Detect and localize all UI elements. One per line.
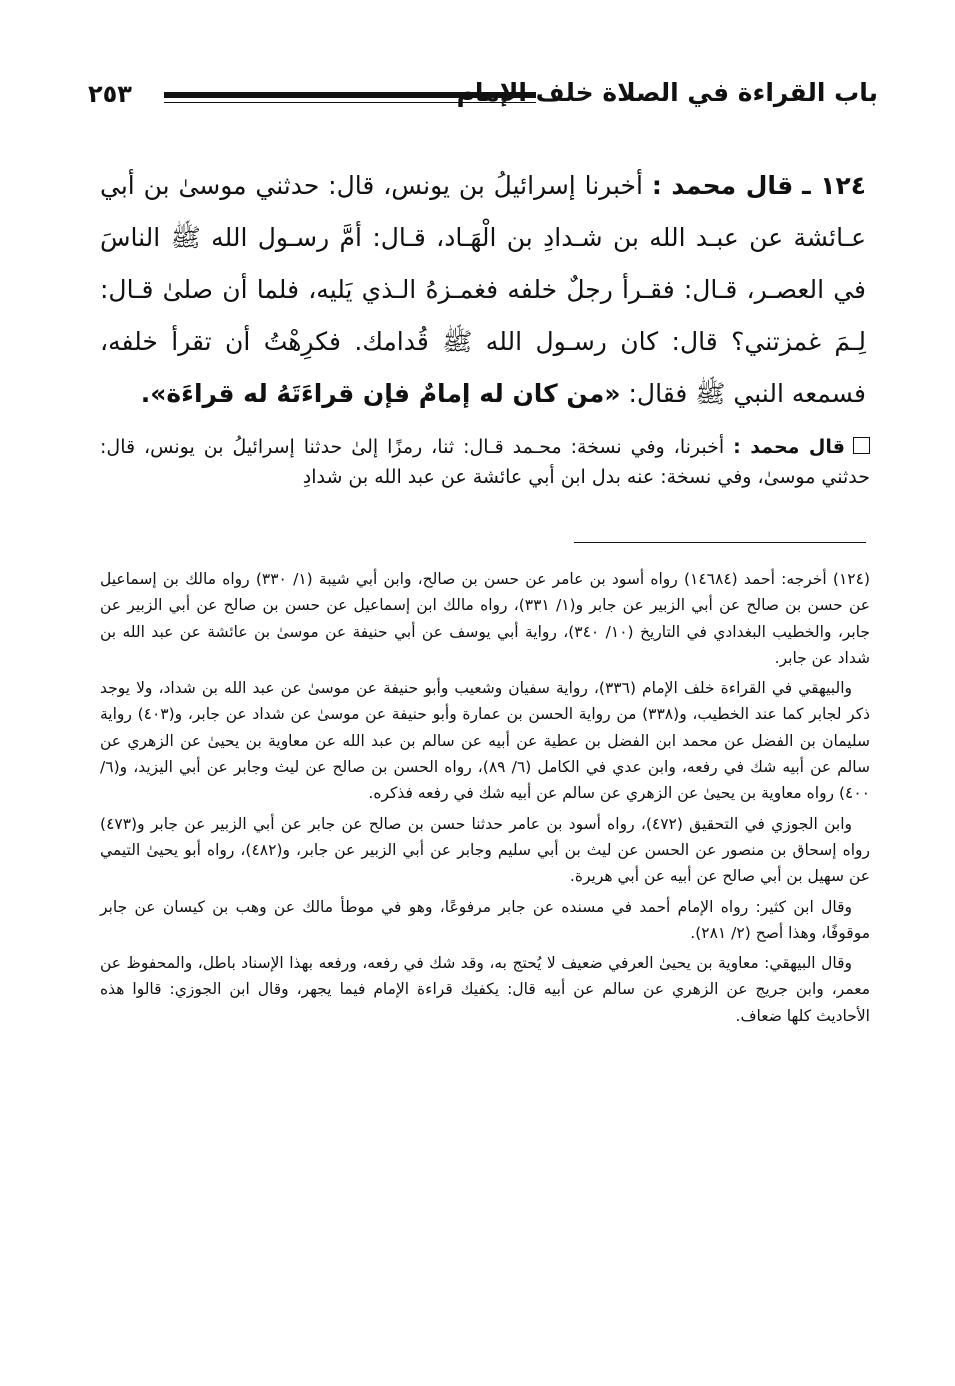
chapter-title: باب القراءة في الصلاة خلف الإمام	[456, 78, 878, 107]
hadith-text	[100, 160, 866, 420]
footnote-divider	[574, 542, 866, 543]
variant-paragraph	[100, 432, 870, 492]
footnote-paragraph: وقال ابن كثير: رواه الإمام أحمد في مسنده عن جابر مرفوعًا، وهو في موطأ مالك عن وهب بن كيسان عن جابر موقوفًا، وهذا أصح (٢/ ٢٨١).	[100, 897, 870, 942]
page-header	[88, 76, 878, 120]
prophet-quote: «من كان له إمامٌ فإن قراءَتَهُ له قراءَة».	[140, 379, 621, 408]
hadith-body: أخبرنا إسرائيلُ بن يونس، قال: حدثني موسىٰ بن أبي عـائشة عن عبـد الله بن شـدادِ بن الْهَـاد، قـال: أمَّ رسـول الله ﷺ الناسَ في العصـر، قـال: فقـرأ رجلٌ خلفه فغمـزهُ الـذي يَليه، فلما أن صلىٰ قـال: لِـمَ غمزتني؟ قال: كان رسـول الله ﷺ قُدامك. فكرِهْتُ أن تقرأ خلفه، فسمعه النبي ﷺ فقال:	[100, 171, 866, 408]
variant-label: قال محمد :	[733, 436, 845, 458]
square-bullet-icon	[853, 437, 870, 454]
footnote-paragraph: (١٢٤) أخرجه: أحمد (١٤٦٨٤) رواه أسود بن عامر عن حسن بن صالح، وابن أبي شيبة (١/ ٣٣٠) رواه مالك بن إسماعيل عن حسن بن صالح عن أبي الزبير عن جابر و(١/ ٣٣١)، رواه مالك ابن إسماعيل عن حسن بن صالح عن أبي الزبير عن جابر، والخطيب البغدادي في التاريخ (١٠/ ٣٤٠)، رواية أبي يوسف عن أبي حنيفة عن موسىٰ بن عائشة عن عبد الله بن شداد عن جابر.	[100, 570, 870, 667]
hadith-paragraph	[100, 160, 866, 420]
header-rule	[164, 92, 536, 98]
variant-note	[100, 432, 870, 492]
page-number: ٢٥٣	[88, 80, 132, 108]
footnote-paragraph: وقال البيهقي: معاوية بن يحيىٰ العرفي ضعيف لا يُحتج به، وقد شك في رفعه، ورفعه بهذا الإسناد باطل، والمحفوظ عن معمر، وابن جريج عن الزهري عن سالم عن أبيه قال: يكفيك قراءة الإمام فيما يجهر، وقال ابن الجوزي: قالوا هذه الأحاديث كلها ضعاف.	[100, 954, 870, 1025]
footnote-paragraph: وابن الجوزي في التحقيق (٤٧٢)، رواه أسود بن عامر حدثنا حسن بن صالح عن جابر عن أبي الزبير عن جابر و(٤٧٣) رواه إسحاق بن منصور عن الحسن عن ليث بن أبي سليم وجابر عن أبي الزبير عن جابر، و(٤٨٢)، رواه أبو يحيىٰ التيمي عن سهيل بن أبي صالح عن أبيه عن أبي هريرة.	[100, 814, 870, 886]
hadith-speaker: قال محمد :	[651, 171, 794, 200]
footnote-paragraph: والبيهقي في القراءة خلف الإمام (٣٣٦)، رواية سفيان وشعيب وأبو حنيفة عن موسىٰ عن عبد الله بن شداد، ولا يوجد ذكر لجابر كما عند الخطيب، و(٣٣٨) من رواية الحسن بن عمارة وأبو حنيفة عن موسىٰ عن شداد عن جابر، و(٤٠٣) رواية سليمان بن الفضل عن محمد ابن الفضل بن عطية عن أبيه عن سالم بن عبد الله عن معاوية بن يحيىٰ عن الزهري عن سالم عن أبيه شك في رفعه، وابن عدي في الكامل (٦/ ٨٩)، رواه الحسن بن صالح عن ليث وجابر عن أبي اليزيد، و(٦/ ٤٠٠) رواه معاوية بن يحيىٰ عن الزهري عن سالم عن أبيه شك في رفعه فذكره.	[100, 679, 871, 803]
variant-text: أخبرنا، وفي نسخة: محـمد قـال: ثنا، رمزًا إلىٰ حدثنا إسرائيلُ بن يونس، قال: حدثني موسىٰ، وفي نسخة: عنه بدل ابن أبي عائشة عن عبد الله بن شدادِ	[100, 436, 870, 488]
hadith-number: ١٢٤ ـ	[802, 171, 867, 200]
footnotes	[100, 566, 870, 1033]
